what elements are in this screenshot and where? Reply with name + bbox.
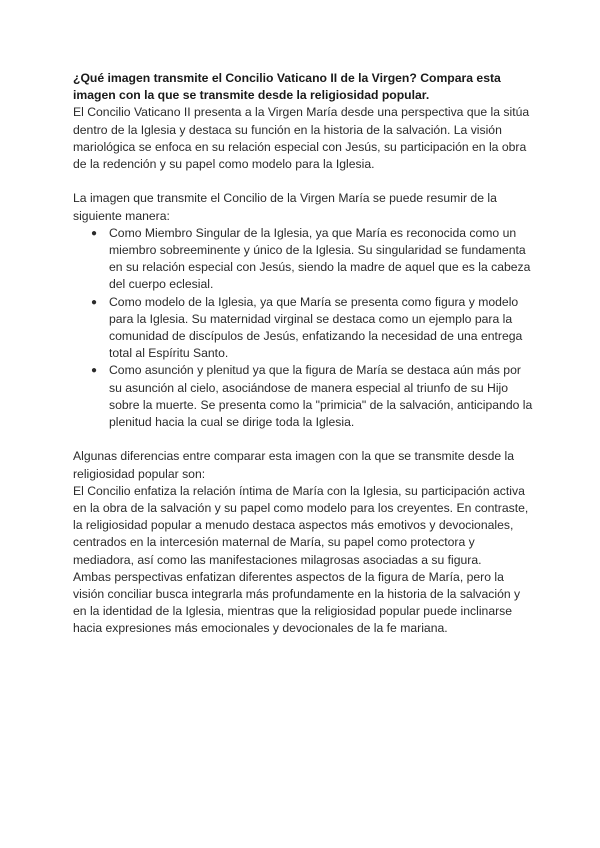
- summary-bullet-list: [73, 225, 535, 431]
- list-item-text: Como Miembro Singular de la Iglesia, ya que María es reconocida como un miembro sobreeminente y único de la Iglesia. Su singularidad se fundamenta en su relación especial con Jesús, siendo la madre de aquel que es la cabeza del cuerpo eclesial.: [109, 225, 531, 292]
- bullet-dot-icon: ●: [91, 227, 98, 239]
- list-item-text: Como asunción y plenitud ya que la figura de María se destaca aún más por su asunción al cielo, asociándose de manera especial al triunfo de su Hijo sobre la muerte. Se presenta como la "primicia" de la salvación, anticipando la plenitud hacia la cual se dirige toda la Iglesia.: [109, 363, 533, 430]
- bullet-dot-icon: ●: [91, 296, 98, 308]
- list-item: [73, 294, 535, 363]
- question-title: ¿Qué imagen transmite el Concilio Vaticano II de la Virgen? Compara esta imagen con la que se transmite desde la religiosidad popular.: [73, 71, 501, 103]
- list-item: [73, 225, 535, 294]
- summary-lead-paragraph: La imagen que transmite el Concilio de la Virgen María se puede resumir de la siguiente manera:: [73, 191, 497, 223]
- document-page: [73, 70, 535, 638]
- differences-paragraph-1: El Concilio enfatiza la relación íntima de María con la Iglesia, su participación activa en la obra de la salvación y su papel como modelo para los creyentes. En contraste, la religiosidad popular a menudo destaca aspectos más emotivos y devocionales, centrados en la intercesión maternal de María, su papel como protectora y mediadora, así como las manifestaciones milagrosas asociadas a su figura.: [73, 483, 529, 567]
- spacer: [73, 173, 535, 190]
- list-item-text: Como modelo de la Iglesia, ya que María se presenta como figura y modelo para la Iglesia. Su maternidad virginal se destaca como un ejemplo para la comunidad de discípulos de Jesús, enfatizando la necesidad de una entrega total al Espíritu Santo.: [109, 294, 523, 361]
- differences-paragraph-2: Ambas perspectivas enfatizan diferentes aspectos de la figura de María, pero la visión conciliar busca integrarla más profundamente en la historia de la salvación y en la identidad de la Iglesia, mientras que la religiosidad popular puede inclinarse hacia expresiones más emocionales y devocionales de la fe mariana.: [73, 569, 521, 636]
- differences-lead-paragraph: Algunas diferencias entre comparar esta imagen con la que se transmite desde la religiosidad popular son:: [73, 449, 515, 481]
- bullet-dot-icon: ●: [91, 365, 98, 377]
- list-item: [73, 362, 535, 431]
- spacer: [73, 431, 535, 448]
- intro-paragraph: El Concilio Vaticano II presenta a la Virgen María desde una perspectiva que la sitúa dentro de la Iglesia y destaca su función en la historia de la salvación. La visión mariológica se enfoca en su relación especial con Jesús, su participación en la obra de la redención y su papel como modelo para la Iglesia.: [73, 105, 530, 172]
